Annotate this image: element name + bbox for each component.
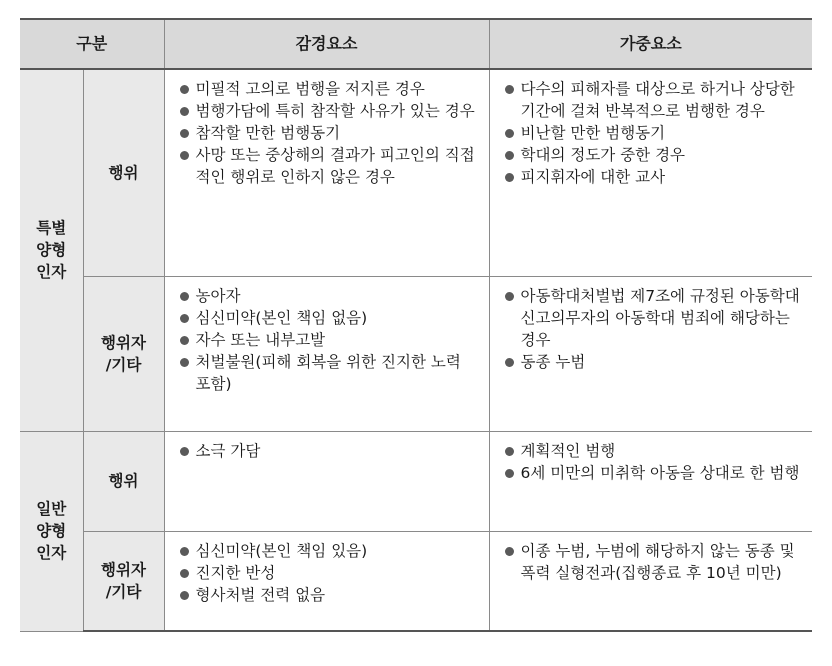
sentencing-factors-table [20,18,812,632]
subcategory-label: 행위자 /기타 [83,531,164,631]
mitigating-cell [164,276,489,431]
mitigating-cell [164,531,489,631]
header-mitigating: 감경요소 [164,19,489,69]
list-item: 비난할 만한 범행동기 [502,122,801,144]
subcategory-label: 행위 [83,431,164,531]
list-item: 이종 누범, 누범에 해당하지 않는 동종 및 폭력 실형전과(집행종료 후 10년 미만) [502,540,801,584]
aggravating-cell [489,69,812,276]
table-row [20,69,812,276]
aggravating-cell [489,531,812,631]
list-item: 심신미약(본인 책임 없음) [177,307,477,329]
list-item: 동종 누범 [502,351,801,373]
list-item: 다수의 피해자를 대상으로 하거나 상당한 기간에 걸쳐 반복적으로 범행한 경우 [502,78,801,122]
list-item: 6세 미만의 미취학 아동을 상대로 한 범행 [502,462,801,484]
mitigating-cell [164,431,489,531]
mitigating-cell [164,69,489,276]
list-item: 범행가담에 특히 참작할 사유가 있는 경우 [177,100,477,122]
group-label-special: 특별 양형 인자 [20,69,83,431]
subcategory-label: 행위 [83,69,164,276]
aggravating-cell [489,276,812,431]
aggravating-cell [489,431,812,531]
table-row [20,431,812,531]
list-item: 참작할 만한 범행동기 [177,122,477,144]
list-item: 미필적 고의로 범행을 저지른 경우 [177,78,477,100]
list-item: 진지한 반성 [177,562,477,584]
list-item: 형사처벌 전력 없음 [177,584,477,606]
table-row [20,276,812,431]
group-label-general: 일반 양형 인자 [20,431,83,631]
header-category: 구분 [20,19,164,69]
subcategory-label: 행위자 /기타 [83,276,164,431]
header-row [20,19,812,69]
list-item: 자수 또는 내부고발 [177,329,477,351]
list-item: 처벌불원(피해 회복을 위한 진지한 노력 포함) [177,351,477,395]
list-item: 사망 또는 중상해의 결과가 피고인의 직접적인 행위로 인하지 않은 경우 [177,144,477,188]
table-row [20,531,812,631]
list-item: 심신미약(본인 책임 있음) [177,540,477,562]
list-item: 아동학대처벌법 제7조에 규정된 아동학대 신고의무자의 아동학대 범죄에 해당하는 경우 [502,285,801,351]
list-item: 농아자 [177,285,477,307]
header-aggravating: 가중요소 [489,19,812,69]
list-item: 학대의 정도가 중한 경우 [502,144,801,166]
list-item: 소극 가담 [177,440,477,462]
list-item: 피지휘자에 대한 교사 [502,166,801,188]
list-item: 계획적인 범행 [502,440,801,462]
